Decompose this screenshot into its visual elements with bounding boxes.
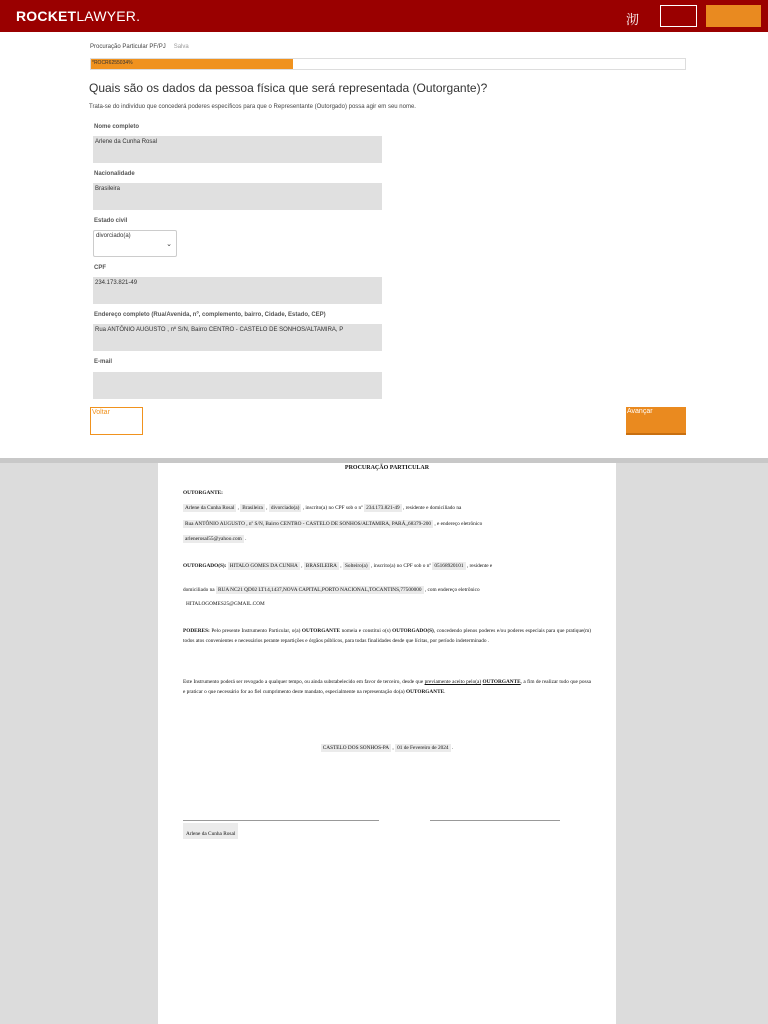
revog-text-1: Este Instrumento poderá ser revogado a qualquer tempo, ou ainda substabelecido em favor de terceiro, desde que: [183, 679, 424, 685]
full-name-input[interactable]: Arlene da Cunha Rosal: [93, 136, 382, 163]
signer-name: Arlene da Cunha Rosal: [183, 823, 238, 839]
revog-underlined: previamente aceito pelo(a): [424, 679, 482, 685]
doc-place: CASTELO DOS SONHOS-PA: [322, 745, 390, 751]
logo-bold-text: ROCKET: [16, 8, 77, 24]
signature-line-outorgado: [430, 820, 560, 821]
poderes-paragraph: [183, 626, 591, 646]
poderes-text-2: nomeia e constitui o(s): [341, 628, 391, 634]
email-input[interactable]: [93, 372, 382, 399]
address-input[interactable]: Rua ANTÔNIO AUGUSTO , nº S/N, Bairro CENTRO - CASTELO DE SONHOS/ALTAMIRA, P: [93, 324, 382, 351]
logo-light-text: LAWYER.: [76, 8, 141, 24]
doc-text-inscrito: inscrito(a) no CPF sob o nº: [305, 505, 363, 511]
outorgado-line-3: [186, 599, 265, 609]
top-navigation-bar: [0, 0, 768, 32]
outorgante-line-1: Arlene da Cunha Rosal , Brasileira , divorciado(a) , inscrito(a) no CPF sob o nº 234.173.821-49 , residente e domiciliado na: [185, 505, 462, 511]
poderes-text-1: Pelo presente Instrumento Particular, o(a): [211, 628, 301, 634]
language-icon[interactable]: 沏: [626, 13, 640, 28]
cpf-label: CPF: [94, 265, 106, 271]
back-button[interactable]: Voltar: [90, 407, 143, 435]
outorgado-heading: OUTORGADO(S):: [183, 563, 227, 569]
marital-status-value: divorciado(a): [96, 233, 131, 239]
poderes-outorgado: OUTORGADO(S): [392, 628, 434, 634]
email-label: E-mail: [94, 359, 113, 365]
doc-outorgado-marital: Solteiro(a): [344, 563, 368, 569]
cpf-input[interactable]: 234.173.821-49: [93, 277, 382, 304]
doc-outorgado-email: HITALOGOMES25@GMAIL.COM: [186, 601, 265, 607]
doc-text-residente: residente e domiciliado na: [405, 505, 462, 511]
place-date-line: CASTELO DOS SONHOS-PA , 01 de Fevereiro de 2024 .: [322, 745, 454, 751]
breadcrumb-document[interactable]: Procuração Particular PF/PJ: [90, 44, 166, 50]
document-title: PROCURAÇÃO PARTICULAR: [344, 465, 430, 471]
revog-end-outorgante: OUTORGANTE: [405, 689, 445, 695]
page-title: Quais são os dados da pessoa física que será representada (Outorgante)?: [89, 81, 488, 95]
header-outline-button[interactable]: [660, 5, 697, 27]
doc-outorgante-name: Arlene da Cunha Rosal: [185, 505, 235, 511]
doc-outorgante-cpf: 234.173.821-49: [366, 505, 400, 511]
nationality-input[interactable]: Brasileira: [93, 183, 382, 210]
doc-outorgante-email: arlenerosal55@yahoo.com: [185, 536, 242, 542]
doc-outorgado-cpf: 05168920101: [434, 563, 464, 569]
revogacao-paragraph: Este Instrumento poderá ser revogado a qualquer tempo, ou ainda substabelecido em favor de terceiro, desde que previamente aceito pelo(a) OUTORGANTE, a fim de realizar tudo que possa e praticar o que necessário for ao fiel cumprimento deste mandato, especialmente na representação do(a) OUTORGANTE.: [183, 679, 592, 695]
progress-text: *ROCR6255034%: [92, 60, 133, 66]
outorgante-line-3: arlenerosal55@yahoo.com .: [185, 536, 247, 542]
marital-status-select[interactable]: [93, 230, 177, 257]
poderes-text-3: , concedendo plenos poderes e/ou poderes especiais para que pratique(m) todos atos convenientes e necessários perante repartições e órgãos públicos, para todas finalidades desde que lícitas, por período indeterminado .: [183, 628, 591, 644]
next-button[interactable]: Avançar: [626, 407, 686, 435]
doc-outorgado-name: HITALO GOMES DA CUNHA: [229, 563, 298, 569]
marital-status-label: Estado civil: [94, 218, 128, 224]
doc-date: 01 de Fevereiro de 2024: [397, 745, 449, 751]
poderes-heading: PODERES:: [183, 628, 210, 634]
doc-text-residente-2: residente e: [469, 563, 493, 569]
document-page: [158, 463, 616, 1024]
full-name-label: Nome completo: [94, 124, 140, 130]
signature-line-outorgante: [183, 820, 379, 821]
doc-text-com-endereco: com endereço eletrônico: [427, 587, 480, 593]
rocket-lawyer-logo[interactable]: [16, 8, 140, 24]
doc-outorgante-address: Rua ANTÔNIO AUGUSTO , nº S/N, Bairro CENTRO - CASTELO DE SONHOS/ALTAMIRA, PARÁ,,68379-200: [185, 521, 432, 527]
doc-outorgado-address: RUA NC21 QD02 LT14,1437,NOVA CAPITAL,PORTO NACIONAL,TOCANTINS,77500000: [217, 587, 422, 593]
doc-outorgado-nationality: BRASILEIRA: [305, 563, 337, 569]
address-label: Endereço completo (Rua/Avenida, nº, complemento, bairro, Cidade, Estado, CEP): [94, 312, 326, 318]
doc-text-domiciliado: domiciliado na: [183, 587, 215, 593]
doc-outorgante-marital: divorciado(a): [270, 505, 300, 511]
outorgante-line-2: Rua ANTÔNIO AUGUSTO , nº S/N, Bairro CENTRO - CASTELO DE SONHOS/ALTAMIRA, PARÁ,,68379-200 , e endereço eletrônico: [185, 521, 483, 527]
outorgado-line-1: OUTORGADO(S): HITALO GOMES DA CUNHA , BRASILEIRA , Solteiro(a) , inscrito(a) no CPF sob o nº 05168920101 , residente e: [183, 563, 493, 569]
doc-outorgante-nationality: Brasileira: [242, 505, 263, 511]
doc-text-inscrito-2: inscrito(a) no CPF sob o nº: [373, 563, 432, 569]
save-status: Salva: [173, 44, 189, 50]
revog-text-2: , a fim de realizar tudo que possa e praticar o que necessário for ao fiel cumprimento deste mandato, especialmente na representação do(a): [183, 679, 592, 695]
poderes-outorgante: OUTORGANTE: [301, 628, 341, 634]
progress-bar: [90, 58, 686, 70]
page-subtitle: Trata-se do indivíduo que concederá poderes específicos para que o Representante (Outorgado) possa agir em seu nome.: [89, 104, 416, 110]
header-orange-button[interactable]: [706, 5, 761, 27]
outorgado-line-2: domiciliado na RUA NC21 QD02 LT14,1437,NOVA CAPITAL,PORTO NACIONAL,TOCANTINS,77500000 , com endereço eletrônico: [183, 587, 480, 593]
breadcrumb: [90, 44, 189, 50]
doc-text-endereco: e endereço eletrônico: [437, 521, 483, 527]
outorgante-heading: OUTORGANTE:: [183, 490, 223, 496]
chevron-down-icon: ⌄: [166, 241, 172, 248]
revog-underlined-outorgante: OUTORGANTE: [482, 679, 521, 685]
nationality-label: Nacionalidade: [94, 171, 135, 177]
